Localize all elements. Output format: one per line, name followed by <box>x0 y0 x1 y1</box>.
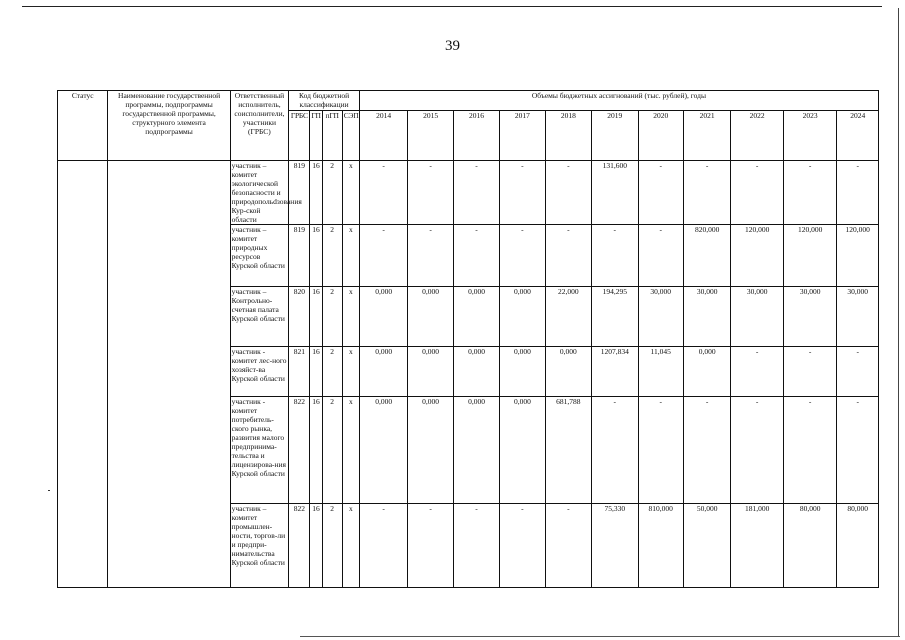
value-cell: - <box>453 161 499 225</box>
pgp-cell: 2 <box>322 287 342 347</box>
page-frame-right-line <box>898 8 899 636</box>
executor-cell: участник – Контрольно-счетная палата Курской области <box>230 287 289 347</box>
value-cell: 681,788 <box>545 397 591 504</box>
value-cell: 11,045 <box>638 347 683 397</box>
value-cell: - <box>783 161 837 225</box>
value-cell: 0,000 <box>359 347 407 397</box>
value-cell: - <box>453 225 499 287</box>
value-cell: 80,000 <box>837 504 879 588</box>
header-year: 2016 <box>453 111 499 161</box>
value-cell: - <box>500 225 545 287</box>
value-cell: - <box>545 504 591 588</box>
header-year: 2020 <box>638 111 683 161</box>
grbs-cell: 821 <box>289 347 310 397</box>
value-cell: 0,000 <box>500 347 545 397</box>
header-code-gp: ГП <box>310 111 322 161</box>
value-cell: - <box>500 161 545 225</box>
gp-cell: 16 <box>310 347 322 397</box>
value-cell: 0,000 <box>500 287 545 347</box>
value-cell: 0,000 <box>453 397 499 504</box>
gp-cell: 16 <box>310 397 322 504</box>
gp-cell: 16 <box>310 504 322 588</box>
value-cell: 120,000 <box>731 225 784 287</box>
value-cell: 50,000 <box>683 504 730 588</box>
sep-cell: х <box>342 397 359 504</box>
executor-cell: участник - комитет потребитель-ского рынка, развития малого предпринима-тельства и лицензирова-ния Курской области <box>230 397 289 504</box>
executor-cell: участник – комитет природных ресурсов Курской области <box>230 225 289 287</box>
value-cell: 0,000 <box>453 347 499 397</box>
header-name: Наименование государственной программы, подпрограммы государственной программы, структурного элемента подпрограммы <box>108 91 230 161</box>
executor-cell: участник – комитет экологической безопасности и природопольdзования Кур-ской области <box>231 161 302 224</box>
value-cell: 181,000 <box>731 504 784 588</box>
value-cell: - <box>783 397 837 504</box>
header-code-grbs: ГРБС <box>289 111 310 161</box>
gp-cell: 16 <box>310 225 322 287</box>
value-cell: 30,000 <box>837 287 879 347</box>
sep-cell: х <box>342 504 359 588</box>
header-code-sep: СЭП <box>342 111 359 161</box>
value-cell: - <box>731 347 784 397</box>
sep-cell: х <box>342 161 359 225</box>
executor-cell: участник - комитет лес-ного хозяйст-ва Курской области <box>230 347 289 397</box>
value-cell: 0,000 <box>359 287 407 347</box>
header-year: 2017 <box>500 111 545 161</box>
value-cell: 30,000 <box>638 287 683 347</box>
table-header <box>58 91 879 161</box>
value-cell: - <box>592 397 638 504</box>
value-cell: 80,000 <box>783 504 837 588</box>
executor-cell: участник – комитет промышлен-ности, торгов-ли и предпри-нимательства Курской области <box>230 504 289 588</box>
value-cell: - <box>638 161 683 225</box>
value-cell: 0,000 <box>359 397 407 504</box>
value-cell: - <box>408 225 453 287</box>
header-year: 2024 <box>837 111 879 161</box>
value-cell: - <box>837 397 879 504</box>
grbs-cell: 819 <box>289 161 310 225</box>
header-year: 2023 <box>783 111 837 161</box>
value-cell: 75,330 <box>592 504 638 588</box>
value-cell: 1207,834 <box>592 347 638 397</box>
page-number: 39 <box>445 38 460 54</box>
gp-cell: 16 <box>310 161 322 225</box>
value-cell: 30,000 <box>683 287 730 347</box>
header-year: 2019 <box>592 111 638 161</box>
grbs-cell: 820 <box>289 287 310 347</box>
value-cell: 0,000 <box>453 287 499 347</box>
pgp-cell: 2 <box>322 225 342 287</box>
value-cell: 120,000 <box>783 225 837 287</box>
header-year: 2014 <box>359 111 407 161</box>
pgp-cell: 2 <box>322 504 342 588</box>
value-cell: - <box>783 347 837 397</box>
sep-cell: х <box>342 287 359 347</box>
value-cell: - <box>837 161 879 225</box>
value-cell: 0,000 <box>545 347 591 397</box>
value-cell: 810,000 <box>638 504 683 588</box>
page-frame-top-line <box>22 6 882 7</box>
value-cell: - <box>500 504 545 588</box>
value-cell: - <box>453 504 499 588</box>
sep-cell: х <box>342 347 359 397</box>
header-volumes-group: Объемы бюджетных ассигнований (тыс. рублей), годы <box>359 91 878 111</box>
value-cell: 30,000 <box>731 287 784 347</box>
header-year: 2021 <box>683 111 730 161</box>
grbs-cell: 822 <box>289 397 310 504</box>
header-year: 2022 <box>731 111 784 161</box>
value-cell: - <box>683 161 730 225</box>
budget-table <box>57 90 879 588</box>
value-cell: - <box>837 347 879 397</box>
header-code-group: Код бюджетной классификации <box>289 91 360 111</box>
header-status: Статус <box>58 91 108 161</box>
scan-speck <box>48 490 50 491</box>
header-year: 2018 <box>545 111 591 161</box>
value-cell: 22,000 <box>545 287 591 347</box>
value-cell: 820,000 <box>683 225 730 287</box>
sep-cell: х <box>342 225 359 287</box>
value-cell: 0,000 <box>683 347 730 397</box>
value-cell: - <box>408 161 453 225</box>
value-cell: - <box>545 161 591 225</box>
value-cell: - <box>359 225 407 287</box>
value-cell: 120,000 <box>837 225 879 287</box>
value-cell: - <box>731 397 784 504</box>
grbs-cell: 819 <box>289 225 310 287</box>
gp-cell: 16 <box>310 287 322 347</box>
grbs-cell: 822 <box>289 504 310 588</box>
value-cell: 0,000 <box>408 347 453 397</box>
value-cell: - <box>638 225 683 287</box>
value-cell: - <box>359 504 407 588</box>
value-cell: - <box>731 161 784 225</box>
header-executor: Ответственный исполнитель, соисполнители, участники (ГРБС) <box>230 91 289 161</box>
status-cell <box>58 161 108 588</box>
value-cell: - <box>545 225 591 287</box>
table-row <box>58 161 879 225</box>
value-cell: - <box>638 397 683 504</box>
pgp-cell: 2 <box>322 347 342 397</box>
value-cell: 0,000 <box>500 397 545 504</box>
value-cell: - <box>592 225 638 287</box>
value-cell: 30,000 <box>783 287 837 347</box>
value-cell: 0,000 <box>408 397 453 504</box>
value-cell: - <box>408 504 453 588</box>
value-cell: 131,600 <box>592 161 638 225</box>
value-cell: 194,295 <box>592 287 638 347</box>
pgp-cell: 2 <box>322 397 342 504</box>
value-cell: 0,000 <box>408 287 453 347</box>
page-frame-bottom-line <box>300 636 900 637</box>
name-cell <box>108 161 230 588</box>
header-code-pgp: пГП <box>322 111 342 161</box>
value-cell: - <box>683 397 730 504</box>
value-cell: - <box>359 161 407 225</box>
pgp-cell: 2 <box>322 161 342 225</box>
header-row-1 <box>58 91 879 111</box>
header-year: 2015 <box>408 111 453 161</box>
